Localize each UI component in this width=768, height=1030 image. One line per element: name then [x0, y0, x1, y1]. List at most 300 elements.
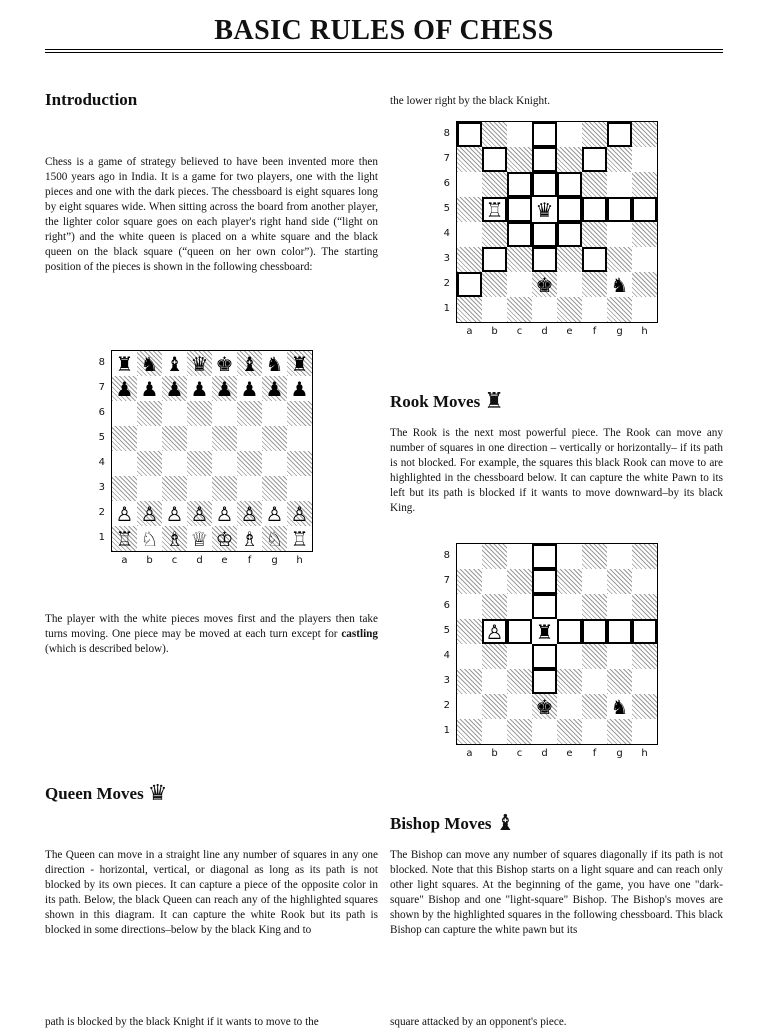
piece-b2: ♙ — [140, 501, 159, 526]
square-a4 — [112, 451, 137, 476]
square-e3 — [212, 476, 237, 501]
square-d3 — [532, 669, 557, 694]
square-e8 — [212, 351, 237, 376]
square-a8 — [112, 351, 137, 376]
square-e4 — [212, 451, 237, 476]
piece-a8: ♜ — [115, 351, 134, 376]
file-label: d — [541, 748, 548, 759]
square-f8 — [237, 351, 262, 376]
file-label: b — [146, 555, 153, 566]
square-c5 — [162, 426, 187, 451]
square-h7 — [287, 376, 312, 401]
square-a7 — [457, 569, 482, 594]
square-b6 — [482, 172, 507, 197]
rook-heading — [390, 388, 504, 414]
piece-e2: ♙ — [215, 501, 234, 526]
square-f8 — [582, 122, 607, 147]
square-h7 — [632, 147, 657, 172]
piece-a2: ♙ — [115, 501, 134, 526]
square-g8 — [607, 122, 632, 147]
rook-heading-text: Rook Moves — [390, 392, 481, 411]
piece-c2: ♙ — [165, 501, 184, 526]
piece-a1: ♖ — [115, 526, 134, 551]
square-d4 — [187, 451, 212, 476]
file-label: a — [121, 555, 128, 566]
file-label: g — [271, 555, 278, 566]
square-a6 — [457, 172, 482, 197]
rank-label: 6 — [443, 178, 450, 189]
square-g3 — [607, 247, 632, 272]
square-h8 — [287, 351, 312, 376]
piece-c7: ♟ — [165, 376, 184, 401]
square-a2 — [112, 501, 137, 526]
file-label: h — [641, 748, 648, 759]
piece-g2: ♙ — [265, 501, 284, 526]
square-c8 — [162, 351, 187, 376]
bishop-icon: ♝ — [495, 810, 516, 835]
cut-right-line: square attacked by an opponent's piece. — [390, 1016, 567, 1028]
intro-paragraph: Chess is a game of strategy believed to have been invented more then 1500 years ago in India. It is a game for two players, one with the light pieces and one with the dark pieces. The chessboard is eight squares long by eight squares wide. When sitting across the board from another player, the lighter color square goes on each player's right hand side (“light on right”) and the white queen is placed on a white square and the black queen on the black square (“queen on her own color”). The starting position of the pieces is shown in the following chessboard: — [45, 156, 378, 273]
square-e5 — [557, 619, 582, 644]
square-a4 — [457, 222, 482, 247]
square-c8 — [507, 122, 532, 147]
piece-g1: ♘ — [265, 526, 284, 551]
bishop-paragraph: The Bishop can move any number of squares diagonally if its path is not blocked. Note that this Bishop starts on a light square and can reach only other light squares. At the beginning of the game, you have one "dark-square" Bishop and one "light-square" Bishop. The Bishop's moves are shown by the highlighted squares in the following chessboard. This black Bishop can capture the white pawn but its — [390, 849, 723, 936]
square-h1 — [632, 719, 657, 744]
rank-label: 5 — [443, 203, 450, 214]
square-d1 — [532, 719, 557, 744]
square-c8 — [507, 544, 532, 569]
rank-label: 3 — [443, 675, 450, 686]
file-label: g — [616, 748, 623, 759]
square-d3 — [532, 247, 557, 272]
square-f7 — [582, 147, 607, 172]
piece-d5: ♜ — [535, 619, 554, 644]
square-b5 — [137, 426, 162, 451]
square-c5 — [507, 197, 532, 222]
square-h3 — [632, 669, 657, 694]
square-b6 — [482, 594, 507, 619]
square-h4 — [632, 644, 657, 669]
square-b7 — [482, 569, 507, 594]
square-c2 — [507, 694, 532, 719]
square-a6 — [112, 401, 137, 426]
square-h5 — [632, 197, 657, 222]
square-e6 — [557, 172, 582, 197]
piece-c8: ♝ — [165, 351, 184, 376]
square-f2 — [582, 272, 607, 297]
turn-paragraph — [45, 612, 378, 657]
square-a8 — [457, 544, 482, 569]
square-b8 — [482, 122, 507, 147]
square-c4 — [507, 644, 532, 669]
square-f4 — [237, 451, 262, 476]
square-d1 — [187, 526, 212, 551]
square-e5 — [212, 426, 237, 451]
turn-text-a: The player with the white pieces moves first and the players then take turns moving. One piece may be moved at each turn except for — [45, 613, 378, 640]
square-a3 — [457, 669, 482, 694]
square-c1 — [162, 526, 187, 551]
square-b2 — [482, 272, 507, 297]
square-h6 — [632, 172, 657, 197]
rank-label: 5 — [98, 432, 105, 443]
rook-icon: ♜ — [484, 388, 504, 413]
square-f4 — [582, 644, 607, 669]
piece-h8: ♜ — [290, 351, 309, 376]
queen-heading — [45, 780, 167, 806]
square-e2 — [557, 694, 582, 719]
file-label: g — [616, 326, 623, 337]
square-c5 — [507, 619, 532, 644]
square-b3 — [482, 247, 507, 272]
rank-label: 4 — [443, 650, 450, 661]
square-d2 — [532, 694, 557, 719]
square-g2 — [607, 272, 632, 297]
rank-label: 5 — [443, 625, 450, 636]
queen-heading-text: Queen Moves — [45, 784, 144, 803]
file-label: c — [171, 555, 178, 566]
piece-b7: ♟ — [140, 376, 159, 401]
bishop-heading — [390, 810, 515, 836]
board-grid — [456, 121, 658, 323]
piece-d5: ♛ — [535, 197, 554, 222]
file-label: f — [592, 748, 597, 759]
square-h3 — [632, 247, 657, 272]
square-c6 — [162, 401, 187, 426]
rank-label: 4 — [98, 457, 105, 468]
rank-label: 1 — [443, 725, 450, 736]
square-g3 — [262, 476, 287, 501]
square-f1 — [582, 297, 607, 322]
square-a1 — [457, 297, 482, 322]
square-d6 — [532, 172, 557, 197]
square-f6 — [237, 401, 262, 426]
square-b4 — [137, 451, 162, 476]
square-g1 — [262, 526, 287, 551]
piece-f1: ♗ — [240, 526, 259, 551]
queen-icon: ♛ — [147, 780, 168, 805]
square-c7 — [162, 376, 187, 401]
square-d1 — [532, 297, 557, 322]
square-b7 — [482, 147, 507, 172]
square-c3 — [507, 247, 532, 272]
square-d7 — [532, 569, 557, 594]
rank-label: 6 — [98, 407, 105, 418]
page-title: BASIC RULES OF CHESS — [45, 15, 723, 53]
file-label: d — [541, 326, 548, 337]
piece-f2: ♙ — [240, 501, 259, 526]
file-label: d — [196, 555, 203, 566]
square-f8 — [582, 544, 607, 569]
piece-d2: ♙ — [190, 501, 209, 526]
piece-f8: ♝ — [240, 351, 259, 376]
square-g8 — [262, 351, 287, 376]
square-c3 — [507, 669, 532, 694]
square-c4 — [507, 222, 532, 247]
square-c7 — [507, 147, 532, 172]
rank-label: 2 — [98, 507, 105, 518]
square-f5 — [237, 426, 262, 451]
rank-label: 2 — [443, 700, 450, 711]
square-c4 — [162, 451, 187, 476]
square-g6 — [262, 401, 287, 426]
square-c3 — [162, 476, 187, 501]
file-label: c — [516, 326, 523, 337]
queen-continued: the lower right by the black Knight. — [390, 95, 551, 107]
square-b5 — [482, 197, 507, 222]
file-label: b — [491, 326, 498, 337]
square-c1 — [507, 297, 532, 322]
square-e7 — [212, 376, 237, 401]
piece-g2: ♞ — [610, 272, 629, 297]
rank-label: 1 — [98, 532, 105, 543]
square-a5 — [457, 197, 482, 222]
square-g4 — [262, 451, 287, 476]
board-grid — [111, 350, 313, 552]
square-a5 — [457, 619, 482, 644]
square-b2 — [482, 694, 507, 719]
square-f5 — [582, 619, 607, 644]
square-d8 — [532, 122, 557, 147]
square-c6 — [507, 594, 532, 619]
square-a7 — [112, 376, 137, 401]
square-g7 — [607, 147, 632, 172]
square-e8 — [557, 544, 582, 569]
square-d4 — [532, 644, 557, 669]
square-g2 — [262, 501, 287, 526]
square-e2 — [557, 272, 582, 297]
piece-g8: ♞ — [265, 351, 284, 376]
square-f2 — [582, 694, 607, 719]
file-label: c — [516, 748, 523, 759]
square-c1 — [507, 719, 532, 744]
square-g1 — [607, 297, 632, 322]
piece-f7: ♟ — [240, 376, 259, 401]
square-f5 — [582, 197, 607, 222]
rank-label: 1 — [443, 303, 450, 314]
square-b6 — [137, 401, 162, 426]
rank-label: 6 — [443, 600, 450, 611]
square-g4 — [607, 222, 632, 247]
square-e5 — [557, 197, 582, 222]
square-f1 — [582, 719, 607, 744]
rank-label: 8 — [443, 550, 450, 561]
square-f6 — [582, 172, 607, 197]
square-g1 — [607, 719, 632, 744]
square-a6 — [457, 594, 482, 619]
square-d8 — [187, 351, 212, 376]
rank-label: 8 — [98, 357, 105, 368]
square-f7 — [582, 569, 607, 594]
square-c7 — [507, 569, 532, 594]
square-e6 — [212, 401, 237, 426]
square-h2 — [632, 272, 657, 297]
piece-g7: ♟ — [265, 376, 284, 401]
square-b2 — [137, 501, 162, 526]
square-b5 — [482, 619, 507, 644]
square-e8 — [557, 122, 582, 147]
rank-label: 7 — [98, 382, 105, 393]
square-h1 — [632, 297, 657, 322]
square-e1 — [557, 297, 582, 322]
square-e1 — [212, 526, 237, 551]
square-f3 — [582, 247, 607, 272]
square-b1 — [137, 526, 162, 551]
square-b8 — [137, 351, 162, 376]
square-e7 — [557, 147, 582, 172]
file-label: a — [466, 326, 473, 337]
piece-b5: ♖ — [485, 197, 504, 222]
square-g7 — [607, 569, 632, 594]
square-h2 — [287, 501, 312, 526]
square-f6 — [582, 594, 607, 619]
file-label: f — [592, 326, 597, 337]
rank-label: 4 — [443, 228, 450, 239]
square-b8 — [482, 544, 507, 569]
piece-d1: ♕ — [190, 526, 209, 551]
square-c2 — [507, 272, 532, 297]
piece-d2: ♚ — [535, 272, 554, 297]
square-f1 — [237, 526, 262, 551]
square-h7 — [632, 569, 657, 594]
square-d4 — [532, 222, 557, 247]
file-label: b — [491, 748, 498, 759]
square-b3 — [482, 669, 507, 694]
square-h5 — [632, 619, 657, 644]
intro-heading — [45, 90, 137, 110]
square-e7 — [557, 569, 582, 594]
piece-h7: ♟ — [290, 376, 309, 401]
piece-a7: ♟ — [115, 376, 134, 401]
square-h6 — [287, 401, 312, 426]
square-e3 — [557, 247, 582, 272]
square-g6 — [607, 594, 632, 619]
square-a8 — [457, 122, 482, 147]
square-b4 — [482, 644, 507, 669]
square-h6 — [632, 594, 657, 619]
square-f3 — [582, 669, 607, 694]
piece-c1: ♗ — [165, 526, 184, 551]
square-f7 — [237, 376, 262, 401]
file-label: e — [221, 555, 228, 566]
piece-b8: ♞ — [140, 351, 159, 376]
rook-paragraph: The Rook is the next most powerful piece. The Rook can move any number of squares in one direction – vertically or horizontally– if its path is not blocked. For example, the squares this black Rook can move to are highlighted in the chessboard below. It can capture the white Pawn to its left but its path is blocked if it wants to move downward–by its black King. — [390, 427, 723, 514]
square-e1 — [557, 719, 582, 744]
square-d7 — [532, 147, 557, 172]
square-h1 — [287, 526, 312, 551]
square-d6 — [532, 594, 557, 619]
square-g5 — [607, 197, 632, 222]
square-d2 — [187, 501, 212, 526]
rank-label: 3 — [443, 253, 450, 264]
rank-label: 8 — [443, 128, 450, 139]
square-a4 — [457, 644, 482, 669]
square-a2 — [457, 694, 482, 719]
square-b1 — [482, 297, 507, 322]
queen-paragraph: The Queen can move in a straight line any number of squares in any one direction - horizontal, vertical, or diagonal as long as its path is not blocked by its own pieces. It can capture a piece of the opposite color in its path. Below, the black Queen can reach any of the highlighted squares shown in this diagram. It can capture the white Rook but its path is blocked in some directions–below by the black King and to — [45, 849, 378, 936]
file-label: h — [296, 555, 303, 566]
turn-text-b: (which is described below). — [45, 643, 169, 655]
square-f4 — [582, 222, 607, 247]
square-c6 — [507, 172, 532, 197]
file-label: e — [566, 326, 573, 337]
square-a1 — [112, 526, 137, 551]
square-d8 — [532, 544, 557, 569]
square-f2 — [237, 501, 262, 526]
square-b4 — [482, 222, 507, 247]
square-d6 — [187, 401, 212, 426]
square-b7 — [137, 376, 162, 401]
square-g8 — [607, 544, 632, 569]
square-h8 — [632, 122, 657, 147]
square-a3 — [112, 476, 137, 501]
square-h8 — [632, 544, 657, 569]
file-label: a — [466, 748, 473, 759]
square-a1 — [457, 719, 482, 744]
square-a2 — [457, 272, 482, 297]
rank-label: 7 — [443, 153, 450, 164]
square-d5 — [532, 197, 557, 222]
square-g5 — [607, 619, 632, 644]
square-g7 — [262, 376, 287, 401]
square-b1 — [482, 719, 507, 744]
piece-e8: ♚ — [215, 351, 234, 376]
square-a5 — [112, 426, 137, 451]
square-g3 — [607, 669, 632, 694]
rank-label: 3 — [98, 482, 105, 493]
intro-heading-text: Introduction — [45, 90, 138, 109]
square-g5 — [262, 426, 287, 451]
square-h4 — [632, 222, 657, 247]
file-label: f — [247, 555, 252, 566]
rank-label: 2 — [443, 278, 450, 289]
square-a7 — [457, 147, 482, 172]
square-e4 — [557, 644, 582, 669]
square-d7 — [187, 376, 212, 401]
piece-d7: ♟ — [190, 376, 209, 401]
cut-left-line: path is blocked by the black Knight if it wants to move to the — [45, 1016, 319, 1028]
square-e4 — [557, 222, 582, 247]
piece-e7: ♟ — [215, 376, 234, 401]
square-f3 — [237, 476, 262, 501]
rank-label: 7 — [443, 575, 450, 586]
piece-g2: ♞ — [610, 694, 629, 719]
square-c2 — [162, 501, 187, 526]
square-d5 — [532, 619, 557, 644]
file-label: h — [641, 326, 648, 337]
square-b3 — [137, 476, 162, 501]
square-d2 — [532, 272, 557, 297]
square-d3 — [187, 476, 212, 501]
square-e3 — [557, 669, 582, 694]
bishop-heading-text: Bishop Moves — [390, 814, 492, 833]
piece-b1: ♘ — [140, 526, 159, 551]
square-e2 — [212, 501, 237, 526]
piece-b5: ♙ — [485, 619, 504, 644]
board-grid — [456, 543, 658, 745]
square-g4 — [607, 644, 632, 669]
piece-h1: ♖ — [290, 526, 309, 551]
square-e6 — [557, 594, 582, 619]
square-h4 — [287, 451, 312, 476]
file-label: e — [566, 748, 573, 759]
square-g2 — [607, 694, 632, 719]
square-h5 — [287, 426, 312, 451]
piece-h2: ♙ — [290, 501, 309, 526]
castling-term: castling — [341, 628, 378, 640]
square-d5 — [187, 426, 212, 451]
square-h3 — [287, 476, 312, 501]
